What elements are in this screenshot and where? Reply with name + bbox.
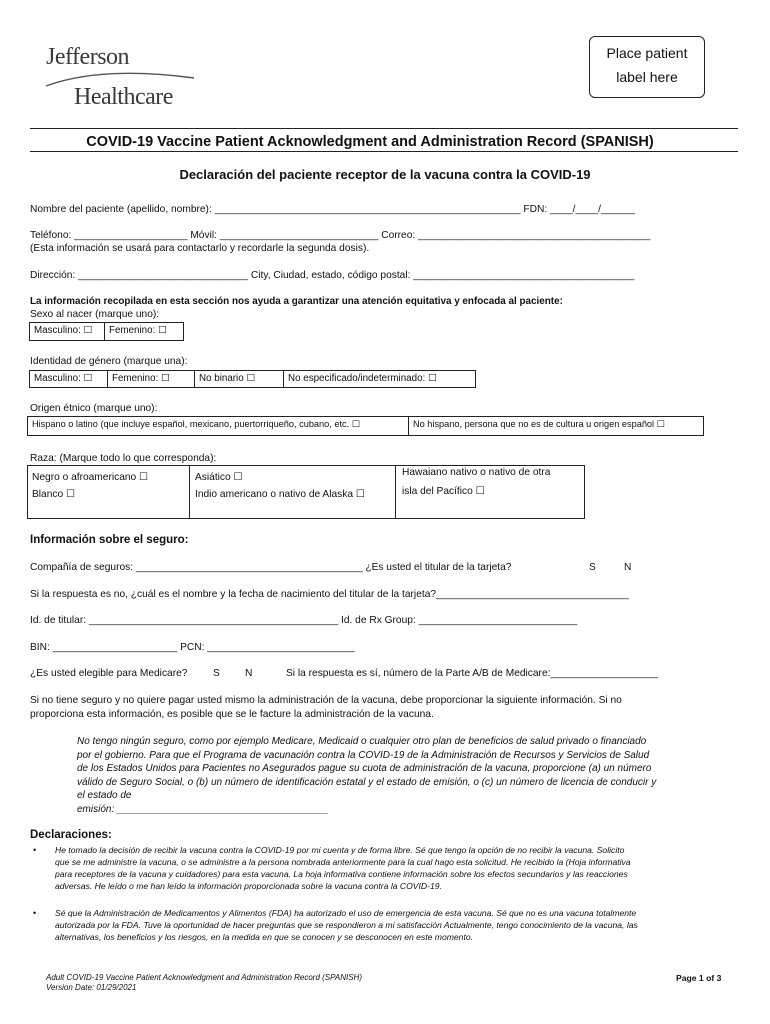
page-title: COVID-19 Vaccine Patient Acknowledgment and Administration Record (SPANISH) bbox=[86, 134, 654, 150]
label-box-line1: Place patient bbox=[606, 45, 688, 61]
title-divider bbox=[30, 151, 738, 152]
race-option-asian[interactable]: Asiático ☐ bbox=[195, 472, 243, 483]
gender-option-unspecified[interactable]: No especificado/indeterminado: ☐ bbox=[283, 370, 476, 388]
medicare-part-field[interactable]: Si la respuesta es sí, número de la Parte A/B de Medicare:___________________ bbox=[286, 668, 659, 679]
race-option-native-american[interactable]: Indio americano o nativo de Alaska ☐ bbox=[195, 489, 365, 500]
race-label: Raza: (Marque todo lo que corresponda): bbox=[30, 453, 217, 464]
page-subtitle: Declaración del paciente receptor de la vacuna contra la COVID-19 bbox=[179, 167, 591, 182]
gender-option-female[interactable]: Femenino: ☐ bbox=[107, 370, 195, 388]
medicare-question: ¿Es usted elegible para Medicare? bbox=[30, 668, 188, 679]
patient-name-field[interactable]: Nombre del paciente (apellido, nombre): ______________________________________________________ FDN: ____/____/______ bbox=[30, 204, 635, 215]
race-option-pacific-islander[interactable]: Hawaiano nativo o nativo de otra bbox=[402, 467, 551, 478]
label-box-line2: label here bbox=[616, 69, 678, 85]
footer-doc-info bbox=[46, 973, 362, 993]
patient-phone-field[interactable]: Teléfono: ____________________ Móvil: ____________________________ Correo: _________________________________________ bbox=[30, 230, 651, 241]
race-table-divider bbox=[189, 465, 190, 519]
patient-label-box bbox=[589, 36, 705, 98]
medicare-no[interactable]: N bbox=[245, 668, 253, 679]
sex-label: Sexo al nacer (marque uno): bbox=[30, 309, 160, 320]
bullet-icon: • bbox=[33, 908, 37, 918]
uninsured-instructions: Si no tiene seguro y no quiere pagar usted mismo la administración de la vacuna, debe proporcionar la siguiente información. Si no proporciona esta información, es posible que se le facture la administración de la vacuna. bbox=[30, 695, 622, 720]
ethnic-option-non-hispanic[interactable]: No hispano, persona que no es de cultura u origen español ☐ bbox=[408, 416, 704, 436]
bullet-icon: • bbox=[33, 845, 37, 855]
insurance-company-field[interactable]: Compañía de seguros: ________________________________________ ¿Es usted el titular de la tarjeta? bbox=[30, 562, 512, 573]
patient-address-field[interactable]: Dirección: ______________________________ City, Ciudad, estado, código postal: _______________________________________ bbox=[30, 270, 635, 281]
declaration-item-2: Sé que la Administración de Medicamentos y Alimentos (FDA) ha autorizado el uso de emergencia de esta vacuna. Sé que no es una vacuna totalmente autorizada por la FDA. Tuve la oportunidad de hacer preguntas que se respondieron a mi satisfacción Actualmente, tengo conocimiento de la vacuna, las alternativas, los beneficios y los riesgos, en la medida en que se conocen y se desconocen en este momento. bbox=[55, 908, 638, 942]
logo-healthcare: Healthcare bbox=[74, 84, 173, 110]
logo-jefferson: Jefferson bbox=[46, 44, 130, 70]
equity-heading: La información recopilada en esta sección nos ayuda a garantizar una atención equitativa y enfocada al paciente: bbox=[30, 296, 563, 307]
footer-version: Version Date: 01/29/2021 bbox=[46, 983, 137, 992]
header-divider bbox=[30, 128, 738, 129]
sex-option-female[interactable]: Femenino: ☐ bbox=[104, 322, 184, 341]
race-option-pacific-islander-cont: isla del Pacífico ☐ bbox=[402, 486, 485, 497]
gender-option-male[interactable]: Masculino: ☐ bbox=[29, 370, 108, 388]
gender-label: Identidad de género (marque una): bbox=[30, 356, 188, 367]
race-table-divider bbox=[395, 465, 396, 519]
insurance-heading: Información sobre el seguro: bbox=[30, 534, 189, 546]
ethnic-label: Origen étnico (marque uno): bbox=[30, 403, 158, 414]
race-option-white[interactable]: Blanco ☐ bbox=[32, 489, 76, 500]
declaration-item-1: He tomado la decisión de recibir la vacuna contra la COVID-19 por mi cuenta y de forma libre. Sé que tengo la opción de no recibir la vacuna. Solicito que se me administre la vacuna, o se administre a la persona nombrada anteriormente para la cual hago esta solicitud. He recibido la (Hoja informativa para receptores de la vacuna y cuidadores) para esta vacuna. La hoja informativa contiene información sobre los efectos secundarios y las reacciones adversas. He leído o me han leído la información proporcionada sobre la vacuna contra la COVID-19. bbox=[55, 845, 631, 891]
sex-option-male[interactable]: Masculino: ☐ bbox=[29, 322, 105, 341]
ethnic-option-hispanic[interactable]: Hispano o latino (que incluye español, mexicano, puertorriqueño, cubano, etc. ☐ bbox=[27, 416, 409, 436]
card-holder-info-field[interactable]: Si la respuesta es no, ¿cuál es el nombre y la fecha de nacimiento del titular de la tarjeta?__________________________________ bbox=[30, 589, 629, 600]
holder-id-field[interactable]: Id. de titular: ____________________________________________ Id. de Rx Group: ____________________________ bbox=[30, 615, 578, 626]
uninsured-statement: No tengo ningún seguro, como por ejemplo Medicare, Medicaid o cualquier otro plan de beneficios de salud privado o financiado por el gobierno. Para que el Programa de vacunación contra la COVID-19 de la Administración de Recursos y Servicios de Salud de los Estados Unidos para Pacientes no Asegurados pague su cuota de administración de la vacuna, proporcione (a) un número válido de Seguro Social, o (b) un número de identificación estatal y el estado de emisión, o (c) un número de licencia de conducir y el estado de emisión: ______________________________________ bbox=[77, 736, 657, 815]
footer-doc-name: Adult COVID-19 Vaccine Patient Acknowledgment and Administration Record (SPANISH) bbox=[46, 973, 362, 982]
card-holder-no[interactable]: N bbox=[624, 562, 632, 573]
phone-note: (Esta información se usará para contactarlo y recordarle la segunda dosis). bbox=[30, 243, 370, 254]
declarations-heading: Declaraciones: bbox=[30, 829, 112, 841]
emission-field[interactable]: emisión: ______________________________________ bbox=[77, 803, 329, 815]
page-number: Page 1 of 3 bbox=[676, 973, 722, 983]
race-option-black[interactable]: Negro o afroamericano ☐ bbox=[32, 472, 149, 483]
bin-pcn-field[interactable]: BIN: ______________________ PCN: __________________________ bbox=[30, 642, 355, 653]
card-holder-yes[interactable]: S bbox=[589, 562, 596, 573]
medicare-yes[interactable]: S bbox=[213, 668, 220, 679]
gender-option-nonbinary[interactable]: No binario ☐ bbox=[194, 370, 284, 388]
